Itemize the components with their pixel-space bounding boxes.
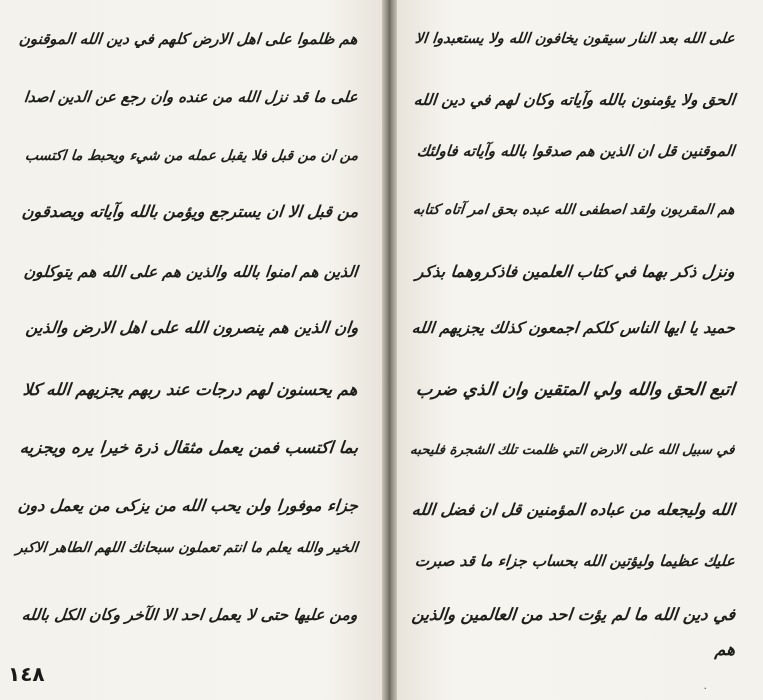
book-gutter	[382, 0, 397, 700]
manuscript-line: هم المقربون ولقد اصطفى الله عبده بحق امر آتاه كتابه	[412, 202, 736, 218]
manuscript-line: من قبل الا ان يسترجع ويؤمن بالله وآياته ويصدقون	[20, 202, 359, 221]
manuscript-line: اتبع الحق والله ولي المتقين وان الذي ضرب	[415, 380, 737, 400]
manuscript-line: من ان من قبل فلا يقبل عمله من شيء ويحبط ما اكتسب	[23, 148, 359, 164]
manuscript-line: وان الذين هم ينصرون الله على اهل الارض والذين	[24, 318, 359, 337]
manuscript-line: في سبيل الله على الارض التي ظلمت تلك الشجرة فليحبه	[409, 442, 736, 458]
right-page	[397, 0, 763, 700]
manuscript-line: الخير والله يعلم ما انتم تعملون سبحانك اللهم الطاهر الاكبر	[15, 540, 359, 556]
manuscript-line: هم يحسنون لهم درجات عند ربهم يجزيهم الله كلا	[22, 380, 359, 399]
manuscript-line: بما اكتسب فمن يعمل مثقال ذرة خيرا يره ويجزيه	[18, 438, 359, 457]
manuscript-line: الموقنين قل ان الذين هم صدقوا بالله وآياته فاولئك	[416, 142, 736, 160]
manuscript-line: هم ظلموا على اهل الارض كلهم في دين الله الموقنون	[18, 30, 359, 48]
manuscript-line: على الله بعد النار سيقون يخافون الله ولا يستعبدوا الا	[414, 30, 736, 47]
manuscript-line: الذين هم امنوا بالله والذين هم على الله هم يتوكلون	[23, 262, 359, 281]
manuscript-line: الحق ولا يؤمنون بالله وآياته وكان لهم في دين الله	[412, 90, 736, 109]
corner-mark: ·	[703, 682, 707, 695]
manuscript-line: ومن عليها حتى لا يعمل احد الا الآخر وكان الكل بالله	[21, 605, 359, 624]
manuscript-line: في دين الله ما لم يؤت احد من العالمين والذين	[410, 605, 736, 624]
manuscript-line: عليك عظيما وليؤتين الله بحساب جزاء ما قد صبرت	[414, 552, 736, 570]
manuscript-line: ونزل ذكر بهما في كتاب العلمين فاذكروهما بذكر	[415, 262, 736, 281]
manuscript-line: على ما قد نزل الله من عنده وان رجع عن الدين اصدا	[23, 88, 359, 106]
manuscript-line: حميد يا ايها الناس كلكم اجمعون كذلك يجزيهم الله	[411, 318, 736, 337]
page-number: ١٤٨	[8, 662, 45, 686]
manuscript-line: الله وليجعله من عباده المؤمنين قل ان فضل الله	[411, 500, 736, 519]
manuscript-line: هم	[713, 640, 737, 660]
manuscript-line: جزاء موفورا ولن يحب الله من يزكى من يعمل دون	[16, 496, 359, 515]
